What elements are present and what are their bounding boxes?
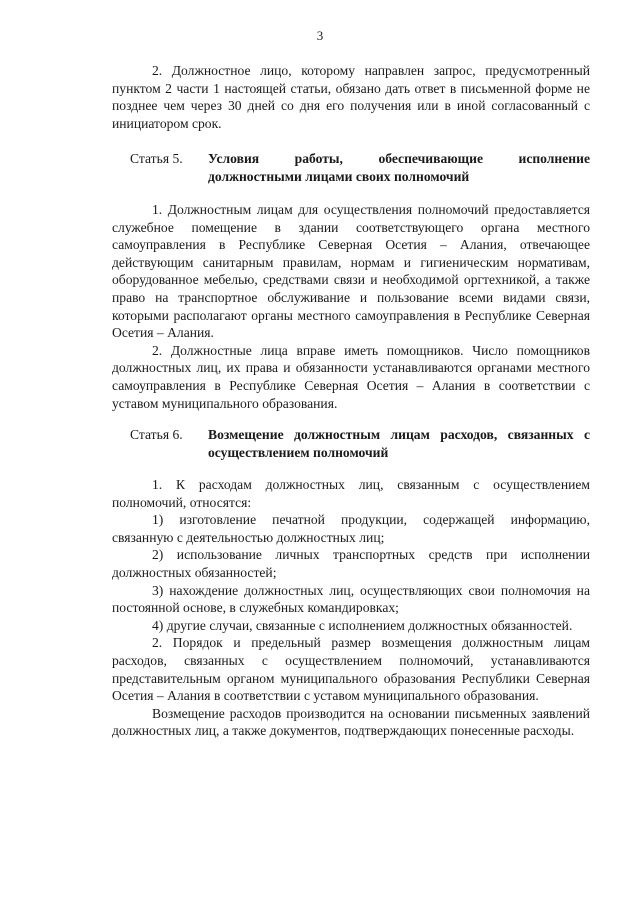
page-number: 3 [316, 28, 324, 43]
article6-body [112, 476, 590, 740]
article-number: Статья 5. [130, 151, 183, 166]
paragraph: 2. Должностное лицо, которому направлен запрос, предусмотренный пунктом 2 части 1 настоящей статьи, обязано дать ответ в письменной форме не позднее чем через 30 дней со дня его получения или в иной согласованный с инициатором срок. [112, 63, 590, 131]
paragraph: 1. К расходам должностных лиц, связанным с осуществлением полномочий, относятся: [112, 477, 590, 510]
list-item: 1) изготовление печатной продукции, содержащей информацию, связанную с деятельностью должностных лиц; [112, 512, 590, 545]
article6-heading [130, 426, 590, 462]
paragraph: 2. Должностные лица вправе иметь помощников. Число помощников должностных лиц, их права и обязанности устанавливаются органами местного самоуправления в Республике Северная Осетия – Алания в соответствии с уставом муниципального образования. [112, 342, 590, 411]
article4-part2 [112, 62, 590, 132]
paragraph: 2. Порядок и предельный размер возмещения должностным лицам расходов, связанных с осуществлением полномочий, устанавливаются представительным органом муниципального образования Республики Северная Осетия – Алания в соответствии с уставом муниципального образования. [112, 635, 590, 704]
paragraph: Возмещение расходов производится на основании письменных заявлений должностных лиц, а также документов, подтверждающих понесенные расходы. [112, 705, 590, 739]
article-title: Возмещение должностным лицам расходов, связанных с осуществлением полномочий [208, 427, 590, 460]
list-item: 2) использование личных транспортных средств при исполнении должностных обязанностей; [112, 547, 590, 580]
list-item: 4) другие случаи, связанные с исполнением должностных обязанностей. [152, 617, 573, 633]
article-title: Условия работы, обеспечивающие исполнение должностными лицами своих полномочий [208, 151, 590, 184]
article-number: Статья 6. [130, 427, 183, 442]
list-item: 3) нахождение должностных лиц, осуществляющих свои полномочия на постоянной основе, в служебных командировках; [112, 582, 590, 616]
article5-body [112, 201, 590, 412]
paragraph: 1. Должностным лицам для осуществления полномочий предоставляется служебное помещение в здании соответствующего органа местного самоуправления в Республике Северная Осетия – Алания, отвечающее действующим санитарным правилам, нормам и гигиеническим нормативам, оборудованное мебелью, средствами связи и необходимой оргтехникой, а также право на транспортное обслуживание и пользование всеми видами связи, которыми располагают органы местного самоуправления в Республике Северная Осетия – Алания. [112, 202, 590, 341]
article5-heading [130, 150, 590, 186]
